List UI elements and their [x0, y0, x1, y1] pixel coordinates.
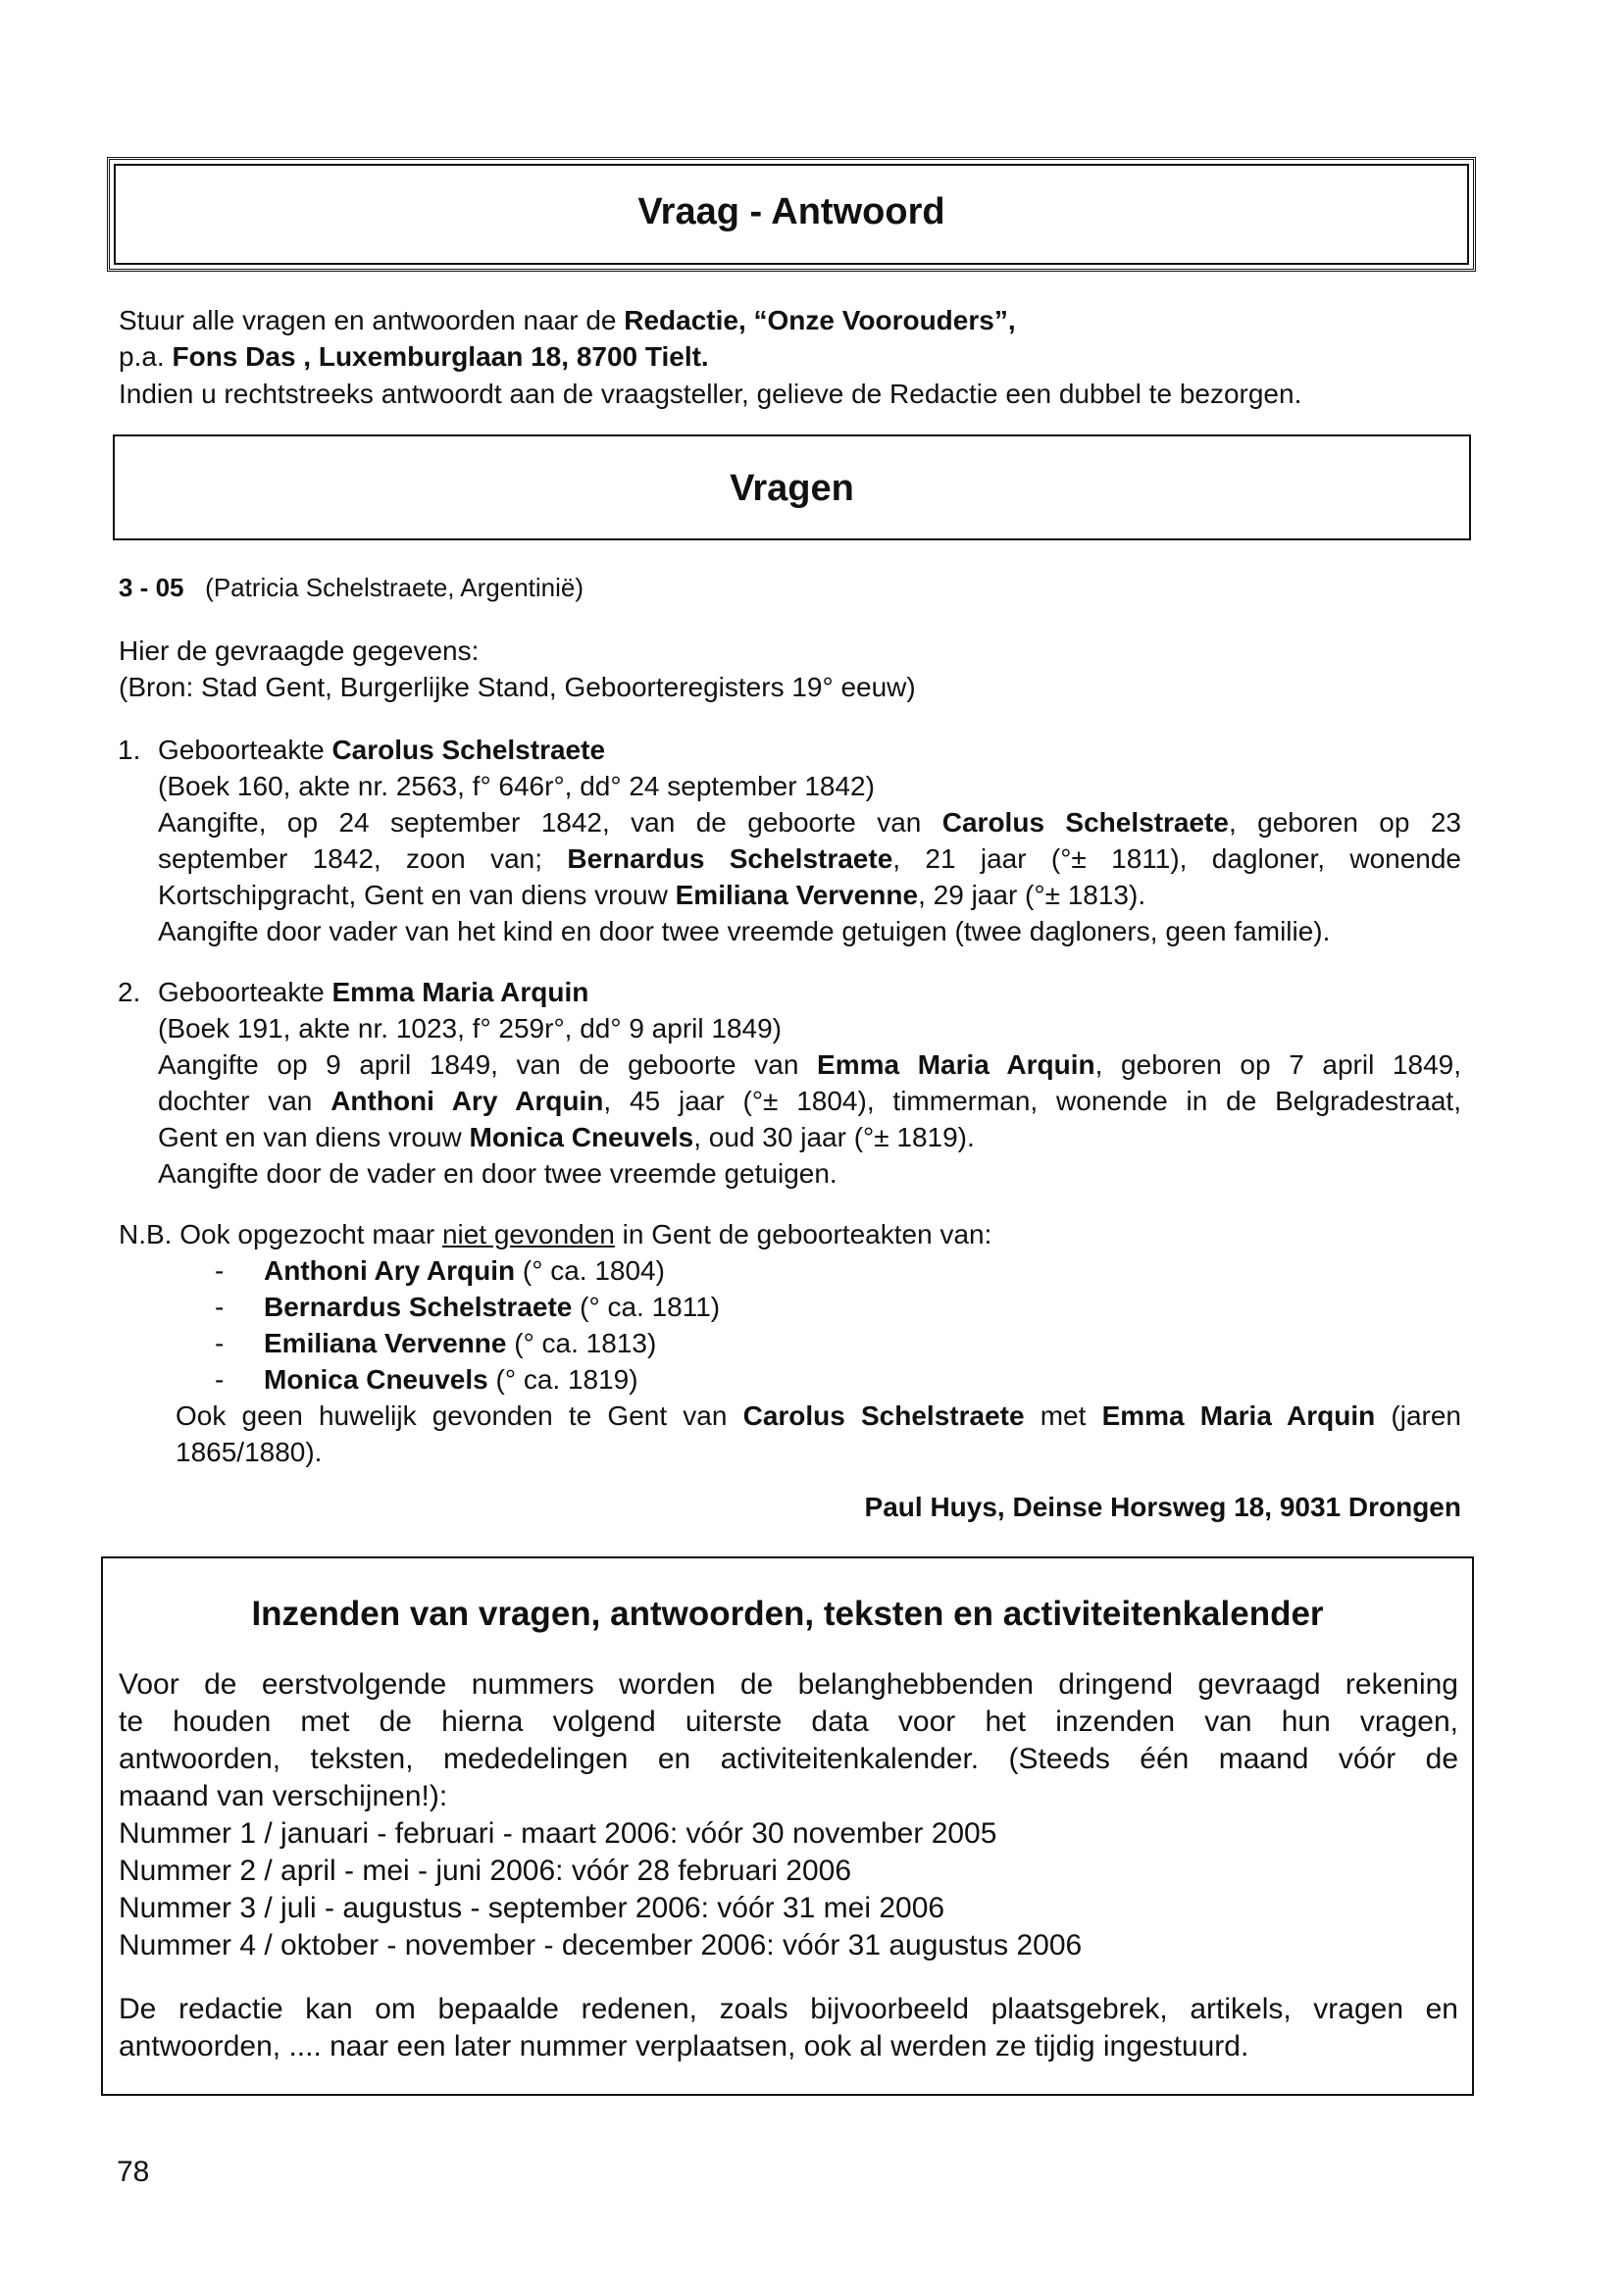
intro-line-1: Stuur alle vragen en antwoorden naar de Redactie, “Onze Voorouders”, [119, 305, 1016, 335]
nb-marriage-line-2: 1865/1880). [176, 1437, 323, 1467]
item-1-source: (Boek 160, akte nr. 2563, f° 646r°, dd° 24 september 1842) [158, 771, 875, 801]
item-1-line-4: Aangifte door vader van het kind en door twee vreemde getuigen (twee dagloners, geen familie). [158, 916, 1331, 946]
info-paragraph-line: antwoorden, teksten, mededelingen en activiteitenkalender. (Steeds één maand vóór de [119, 1743, 1458, 1775]
nb-list-item: - [215, 1364, 225, 1395]
question-reference: 3 - 05 (Patricia Schelstraete, Argentinië) [119, 573, 584, 602]
info-paragraph-line: maand van verschijnen!): [119, 1780, 448, 1812]
deadline-line: Nummer 1 / januari - februari - maart 2006: vóór 30 november 2005 [119, 1817, 997, 1850]
deadline-line: Nummer 3 / juli - augustus - september 2006: vóór 31 mei 2006 [119, 1892, 945, 1924]
item-2-number: 2. [118, 977, 141, 1007]
header-box [107, 157, 1476, 272]
deadline-line: Nummer 4 / oktober - november - december 2006: vóór 31 augustus 2006 [119, 1929, 1083, 1961]
item-2-line-2: dochter van Anthoni Ary Arquin, 45 jaar (°± 1804), timmerman, wonende in de Belgradestraat, [158, 1086, 1461, 1116]
item-1-number: 1. [118, 735, 141, 765]
nb-list-item-text: Monica Cneuvels (° ca. 1819) [264, 1364, 638, 1395]
info-note-line: De redactie kan om bepaalde redenen, zoals bijvoorbeeld plaatsgebrek, artikels, vragen en [119, 1993, 1458, 2025]
info-paragraph-line: Voor de eerstvolgende nummers worden de belanghebbenden dringend gevraagd rekening [119, 1668, 1458, 1701]
nb-line: N.B. Ook opgezocht maar niet gevonden in Gent de geboorteakten van: [119, 1219, 992, 1249]
nb-list-item-text: Emiliana Vervenne (° ca. 1813) [264, 1328, 657, 1358]
nb-list-item-text: Anthoni Ary Arquin (° ca. 1804) [264, 1255, 665, 1286]
item-2-line-4: Aangifte door de vader en door twee vreemde getuigen. [158, 1158, 837, 1189]
item-2-title: Geboorteakte Emma Maria Arquin [158, 977, 589, 1007]
item-1-line-2: september 1842, zoon van; Bernardus Schelstraete, 21 jaar (°± 1811), dagloner, wonende [158, 843, 1461, 874]
intro-source: (Bron: Stad Gent, Burgerlijke Stand, Geboorteregisters 19° eeuw) [119, 672, 916, 702]
nb-list-item: - [215, 1255, 225, 1286]
intro-requested-data: Hier de gevraagde gegevens: [119, 636, 480, 666]
info-note-line: antwoorden, .... naar een later nummer verplaatsen, ook al werden ze tijdig ingestuurd. [119, 2030, 1249, 2062]
deadline-line: Nummer 2 / april - mei - juni 2006: vóór 28 februari 2006 [119, 1855, 852, 1887]
intro-line-3: Indien u rechtstreeks antwoordt aan de vraagsteller, gelieve de Redactie een dubbel te bezorgen. [119, 379, 1302, 409]
info-paragraph-line: te houden met de hierna volgend uiterste data voor het inzenden van hun vragen, [119, 1706, 1458, 1738]
nb-marriage-line-1: Ook geen huwelijk gevonden te Gent van Carolus Schelstraete met Emma Maria Arquin (jaren [176, 1400, 1461, 1431]
item-2-line-1: Aangifte op 9 april 1849, van de geboorte van Emma Maria Arquin, geboren op 7 april 1849, [158, 1049, 1461, 1080]
submission-info-box [101, 1556, 1474, 2096]
section-title-vragen: Vragen [730, 468, 854, 509]
item-1-line-1: Aangifte, op 24 september 1842, van de geboorte van Carolus Schelstraete, geboren op 23 [158, 807, 1461, 838]
nb-list-item-text: Bernardus Schelstraete (° ca. 1811) [264, 1292, 721, 1322]
item-1-line-3: Kortschipgracht, Gent en van diens vrouw Emiliana Vervenne, 29 jaar (°± 1813). [158, 880, 1146, 910]
intro-line-2: p.a. Fons Das , Luxemburglaan 18, 8700 Tielt. [119, 341, 709, 372]
item-1-title: Geboorteakte Carolus Schelstraete [158, 735, 606, 765]
signature: Paul Huys, Deinse Horsweg 18, 9031 Drongen [864, 1492, 1461, 1522]
info-title: Inzenden van vragen, antwoorden, teksten en activiteitenkalender [251, 1595, 1324, 1633]
vragen-box [113, 434, 1471, 540]
nb-list-item: - [215, 1292, 225, 1322]
item-2-line-3: Gent en van diens vrouw Monica Cneuvels, oud 30 jaar (°± 1819). [158, 1122, 975, 1152]
page-number: 78 [117, 2156, 150, 2188]
item-2-source: (Boek 191, akte nr. 1023, f° 259r°, dd° 9 april 1849) [158, 1013, 782, 1044]
nb-list-item: - [215, 1328, 225, 1358]
page-title: Vraag - Antwoord [637, 191, 945, 232]
